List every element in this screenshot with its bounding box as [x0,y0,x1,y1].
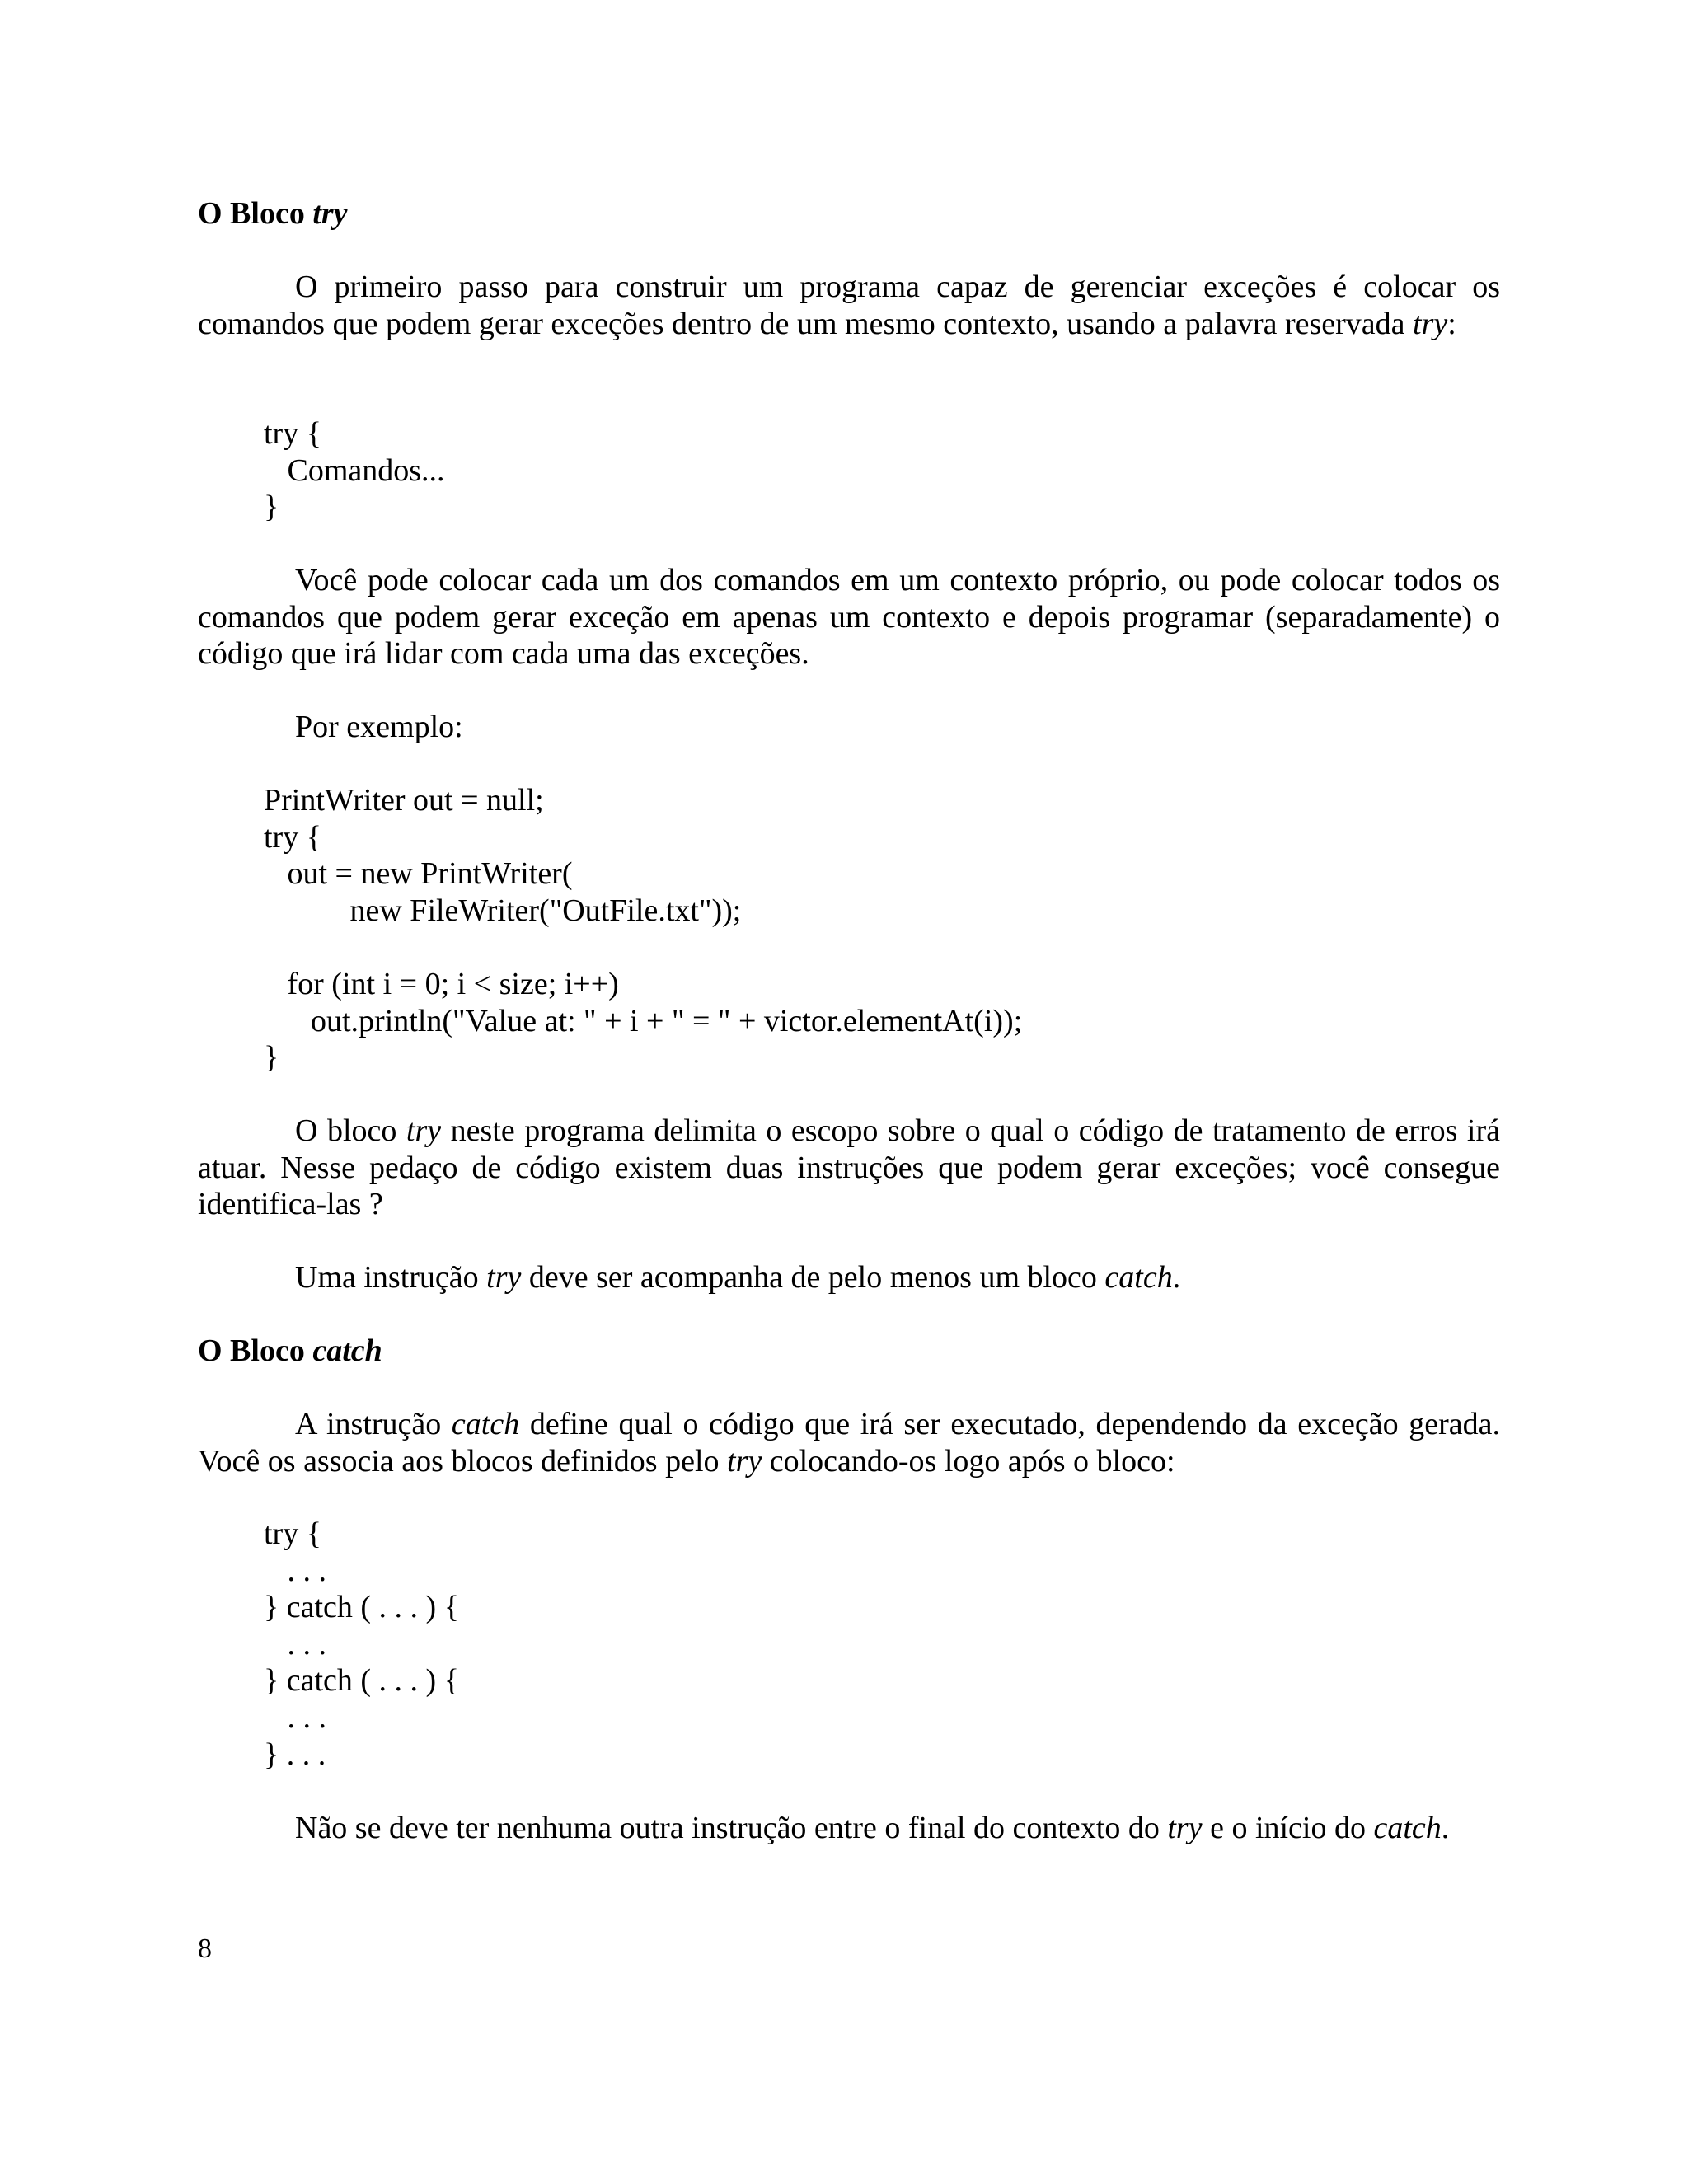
paragraph-text: . [1441,1811,1450,1845]
heading-text: O Bloco [198,1333,313,1368]
paragraph-suffix: : [1447,306,1456,341]
heading-keyword: try [312,196,348,231]
paragraph-example-intro: Por exemplo: [295,710,463,744]
code-block-try-catch: try { . . . } catch ( . . . ) { . . . } catch ( . . . ) { . . . } . . . [264,1516,459,1772]
keyword-catch: catch [1373,1811,1442,1845]
paragraph-try-scope [198,1113,1500,1223]
paragraph-text: neste programa delimita o escopo sobre o qual o código de tratamento de erros irá atuar. Nesse pedaço de código existem duas instruções que podem gerar exceções; você consegue identifica-las ? [198,1113,1500,1222]
keyword-try: try [486,1260,522,1295]
keyword-try: try [406,1113,442,1148]
paragraph-catch-requirement [198,1259,1500,1296]
code-block-printwriter: PrintWriter out = null; try { out = new PrintWriter( new FileWriter("OutFile.txt")); for (int i = 0; i < size; i++) out.println("Value at: " + i + " = " + victor.elementAt(i)); } [264,783,1023,1076]
heading-text: O Bloco [198,196,313,231]
paragraph-intro [198,269,1500,342]
keyword-try: try [1413,306,1448,341]
paragraph-no-instructions [198,1810,1500,1847]
section-heading-catch [198,1333,1500,1370]
keyword-try: try [1167,1811,1203,1845]
section-heading-try [198,195,1500,232]
keyword-catch: catch [1104,1260,1173,1295]
heading-keyword: catch [312,1333,382,1368]
paragraph-text: Uma instrução [295,1260,487,1295]
page-number: 8 [198,1933,212,1964]
keyword-catch: catch [451,1407,520,1441]
code-block-try: try { Comandos... } [264,416,445,525]
paragraph-catch-definition [198,1406,1500,1479]
paragraph-text: O bloco [295,1113,406,1148]
paragraph-text: . [1172,1260,1181,1295]
paragraph-text: O primeiro passo para construir um programa capaz de gerenciar exceções é colocar os comandos que podem gerar exceções dentro de um mesmo contexto, usando a palavra reservada [198,269,1500,341]
paragraph-text: A instrução [295,1407,452,1441]
paragraph-text: e o início do [1202,1811,1374,1845]
paragraph-contexts: Você pode colocar cada um dos comandos em um contexto próprio, ou pode colocar todos os comandos que podem gerar exceção em apenas um contexto e depois programar (separadamente) o código que irá lidar com cada uma das exceções. [198,563,1500,672]
paragraph-text: Não se deve ter nenhuma outra instrução entre o final do contexto do [295,1811,1168,1845]
paragraph-text: deve ser acompanha de pelo menos um bloco [521,1260,1105,1295]
paragraph-text: define qual o código que irá ser executado, dependendo da exceção gerada. Você os associa aos blocos definidos pelo [198,1407,1500,1479]
keyword-try: try [727,1443,762,1479]
paragraph-text: colocando-os logo após o bloco: [762,1443,1175,1479]
